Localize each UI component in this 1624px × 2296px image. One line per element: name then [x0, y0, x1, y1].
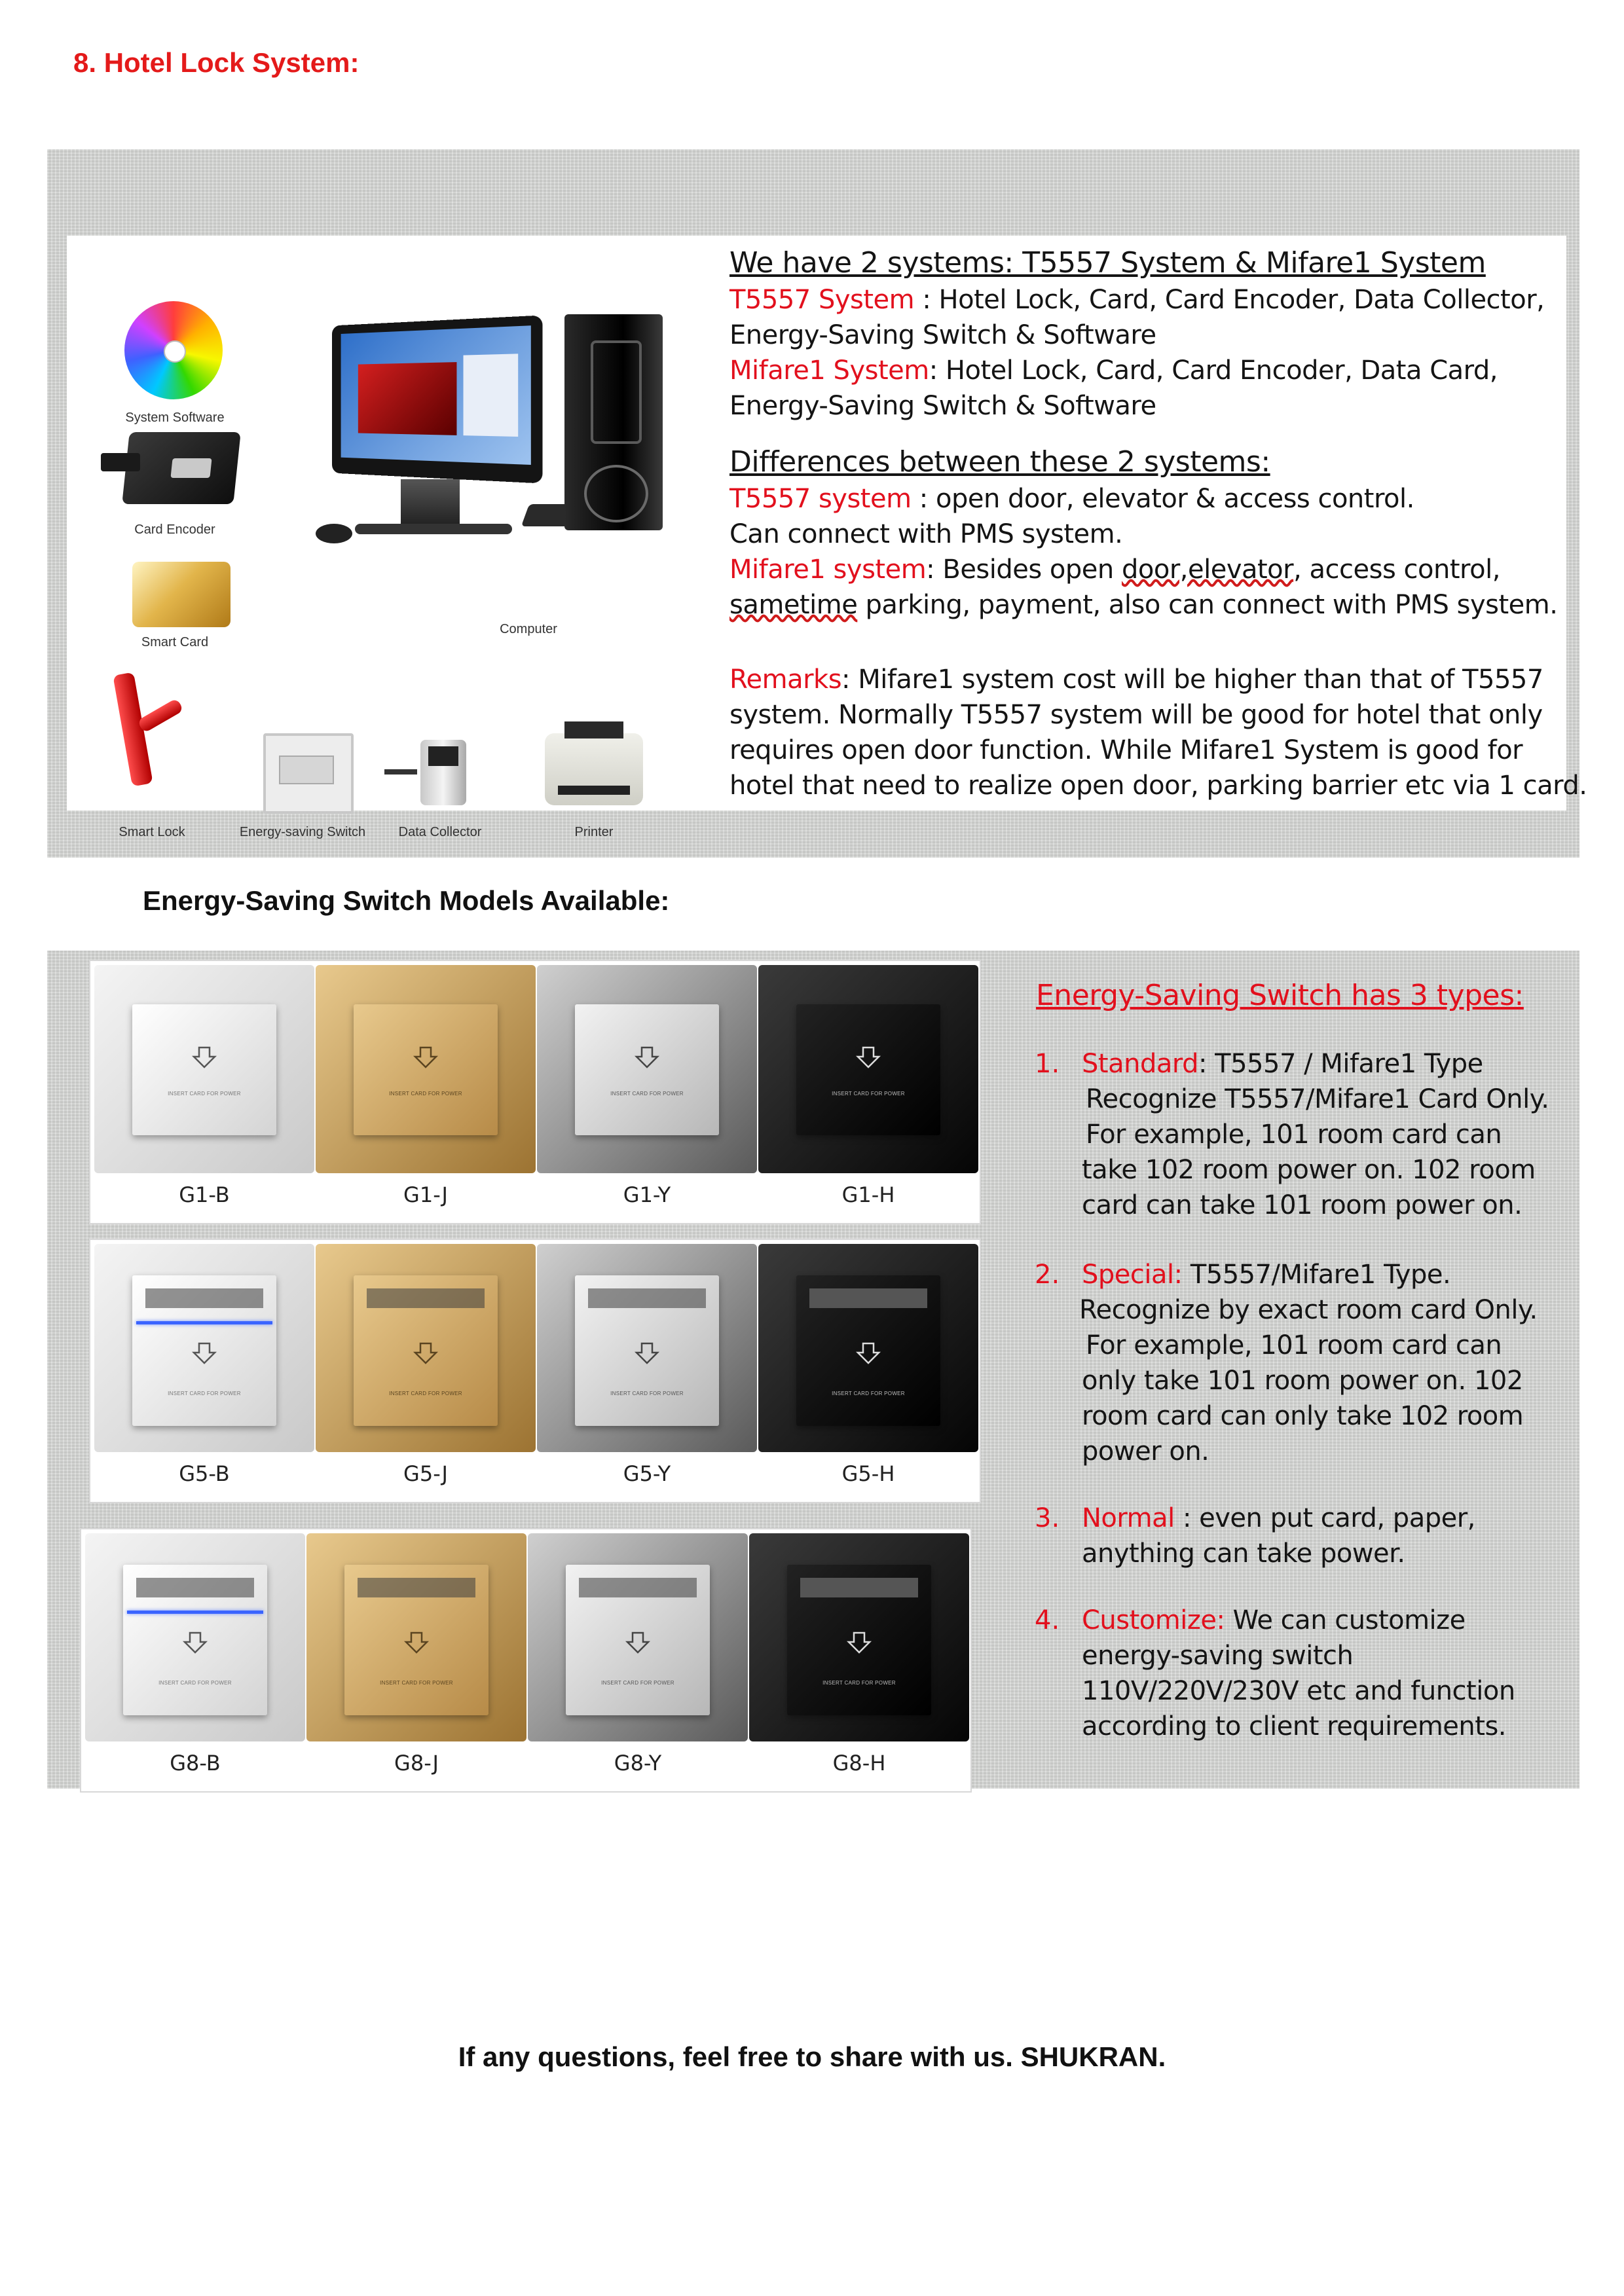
switch-card-holder [132, 1275, 276, 1426]
t5557-label: T5557 System [729, 285, 915, 315]
diff-mifare-text-1b: door,elevator [1121, 555, 1294, 585]
caption-system-software: System Software [125, 410, 225, 425]
switch-model-label: G1-H [841, 1182, 895, 1207]
diff-t5557-line-1 [729, 481, 1414, 517]
type-1-line-2: Recognize T5557/Mifare1 Card Only. [1086, 1084, 1549, 1114]
system-description [722, 236, 1587, 811]
mifare-line-2: Energy-Saving Switch & Software [729, 391, 1156, 421]
type-4-line-3: 110V/220V/230V etc and function [1082, 1676, 1515, 1706]
down-arrow-icon [634, 1341, 660, 1370]
switch-model-g1-y [537, 965, 757, 1220]
monitor-stand [401, 479, 460, 525]
switch-card-holder [575, 1004, 719, 1135]
switch-model-label: G8-H [832, 1751, 886, 1776]
diff-mifare-text-1a: Besides open [942, 555, 1122, 585]
data-collector-icon [420, 740, 466, 805]
type-2-line-4: only take 101 room power on. 102 [1082, 1366, 1523, 1396]
type-1-line-1 [1082, 1046, 1483, 1082]
caption-printer: Printer [574, 825, 614, 839]
switch-card-holder [796, 1004, 940, 1135]
remarks-line-2: system. Normally T5557 system will be good for hotel that only [729, 700, 1543, 730]
systems-heading-text: We have 2 systems: T5557 System & Mifare1 System [729, 246, 1486, 280]
switch-model-g5-b [94, 1244, 314, 1499]
switch-card-holder [123, 1565, 267, 1715]
insert-card-text: INSERT CARD FOR POWER [601, 1680, 674, 1686]
pc-tower-icon [564, 314, 663, 530]
type-1-label: Standard [1082, 1049, 1198, 1079]
down-arrow-icon [846, 1630, 872, 1660]
down-arrow-icon [191, 1341, 217, 1370]
indicator-light [136, 1321, 272, 1324]
type-3-label: Normal [1082, 1503, 1175, 1533]
switch-model-label: G8-J [394, 1751, 439, 1776]
diff-t5557-text-1: open door, elevator & access control. [935, 484, 1414, 514]
caption-smart-card: Smart Card [141, 635, 209, 649]
footer-message: If any questions, feel free to share with us. SHUKRAN. [458, 2041, 1166, 2072]
insert-card-text: INSERT CARD FOR POWER [822, 1680, 896, 1686]
type-3-number: 3. [1035, 1503, 1060, 1533]
diff-mifare-line-2 [729, 587, 1557, 623]
down-arrow-icon [855, 1341, 881, 1370]
insert-card-text: INSERT CARD FOR POWER [610, 1391, 684, 1396]
type-4-number: 4. [1035, 1605, 1060, 1635]
diff-heading-text: Differences between these 2 systems: [729, 445, 1270, 479]
printer-icon [545, 733, 643, 805]
type-2-number: 2. [1035, 1260, 1060, 1290]
caption-card-encoder: Card Encoder [134, 522, 215, 537]
type-3-line-1 [1082, 1501, 1475, 1536]
down-arrow-icon [413, 1045, 439, 1074]
type-1-number: 1. [1035, 1049, 1060, 1079]
down-arrow-icon [182, 1630, 208, 1660]
section-heading: 8. Hotel Lock System: [73, 47, 360, 78]
mifare-label: Mifare1 System [729, 355, 929, 386]
energy-switch-icon [263, 733, 354, 814]
switch-card-slot [136, 1578, 254, 1597]
switch-card-holder [354, 1004, 498, 1135]
t5557-text-1: Hotel Lock, Card, Card Encoder, Data Collector, [938, 285, 1545, 315]
type-4-line-2: energy-saving switch [1082, 1641, 1354, 1671]
switch-model-label: G1-Y [623, 1182, 671, 1207]
down-arrow-icon [191, 1045, 217, 1074]
type-4-text-1: We can customize [1225, 1605, 1466, 1635]
switch-card-slot [145, 1288, 263, 1308]
caption-energy-switch: Energy-saving Switch [239, 825, 366, 839]
diff-mifare-sep: : [926, 555, 943, 585]
insert-card-text: INSERT CARD FOR POWER [389, 1091, 462, 1097]
type-1-line-4: take 102 room power on. 102 room [1082, 1155, 1536, 1185]
indicator-light [127, 1611, 263, 1614]
type-1-text-1: : T5557 / Mifare1 Type [1198, 1049, 1483, 1079]
type-3-line-2: anything can take power. [1082, 1539, 1405, 1569]
t5557-line-1 [729, 282, 1544, 318]
switch-model-g8-b [85, 1533, 305, 1789]
insert-card-text: INSERT CARD FOR POWER [832, 1391, 905, 1396]
switch-row [80, 1528, 972, 1793]
switch-card-slot [579, 1578, 697, 1597]
diff-t5557-sep: : [911, 484, 936, 514]
switch-model-label: G5-Y [623, 1461, 671, 1486]
monitor-base [355, 524, 512, 534]
down-arrow-icon [855, 1045, 881, 1074]
software-cd-icon [124, 301, 223, 399]
switch-model-label: G5-J [403, 1461, 448, 1486]
switch-card-slot [809, 1288, 927, 1308]
data-collector-cable [384, 769, 417, 774]
encoder-card-slot [101, 453, 140, 471]
switch-model-label: G1-B [179, 1182, 230, 1207]
switch-card-holder [796, 1275, 940, 1426]
diff-mifare-text-2b: parking, payment, also can connect with PMS system. [857, 590, 1558, 620]
types-heading [1036, 978, 1524, 1013]
type-2-label: Special: [1082, 1260, 1183, 1290]
switch-model-label: G8-B [170, 1751, 221, 1776]
caption-smart-lock: Smart Lock [119, 825, 185, 839]
switch-card-slot [588, 1288, 706, 1308]
down-arrow-icon [403, 1630, 430, 1660]
switch-card-slot [358, 1578, 475, 1597]
type-2-line-1 [1082, 1257, 1450, 1292]
switch-card-holder [354, 1275, 498, 1426]
diff-mifare-line-1 [729, 551, 1500, 588]
type-2-line-5: room card can only take 102 room [1082, 1401, 1524, 1431]
type-2-line-2: Recognize by exact room card Only. [1079, 1295, 1538, 1325]
switch-model-g1-j [316, 965, 536, 1220]
switch-card-holder [566, 1565, 710, 1715]
switch-model-g1-b [94, 965, 314, 1220]
type-2-text-1: T5557/Mifare1 Type. [1182, 1260, 1451, 1290]
insert-card-text: INSERT CARD FOR POWER [610, 1091, 684, 1097]
switch-card-holder [575, 1275, 719, 1426]
switch-model-g8-j [306, 1533, 526, 1789]
type-2-line-6: power on. [1082, 1436, 1209, 1467]
switch-model-g8-h [749, 1533, 969, 1789]
smart-lock-handle [137, 698, 184, 733]
smart-card-icon [132, 562, 231, 627]
t5557-sep: : [914, 285, 939, 315]
switch-model-label: G5-H [841, 1461, 895, 1486]
switch-card-slot [367, 1288, 485, 1308]
down-arrow-icon [634, 1045, 660, 1074]
switch-model-label: G8-Y [614, 1751, 662, 1776]
computer-monitor-icon [332, 315, 543, 483]
types-heading-text: Energy-Saving Switch has 3 types: [1036, 979, 1524, 1012]
switch-model-g1-h [758, 965, 978, 1220]
type-1-line-3: For example, 101 room card can [1086, 1120, 1502, 1150]
diff-mifare-label: Mifare1 system [729, 555, 927, 585]
remarks-text-1: : Mifare1 system cost will be higher than that of T5557 [841, 665, 1543, 695]
diff-t5557-line-2: Can connect with PMS system. [729, 519, 1123, 549]
caption-data-collector: Data Collector [398, 825, 482, 839]
switch-card-slot [800, 1578, 918, 1597]
insert-card-text: INSERT CARD FOR POWER [389, 1391, 462, 1396]
switch-model-g5-y [537, 1244, 757, 1499]
switch-model-g8-y [528, 1533, 748, 1789]
insert-card-text: INSERT CARD FOR POWER [168, 1091, 241, 1097]
switch-model-g5-j [316, 1244, 536, 1499]
mifare-line-1 [729, 352, 1498, 389]
caption-computer: Computer [500, 622, 557, 636]
switch-card-holder [787, 1565, 931, 1715]
t5557-line-2: Energy-Saving Switch & Software [729, 320, 1156, 350]
switch-heading: Energy-Saving Switch Models Available: [143, 885, 670, 916]
switch-model-label: G1-J [403, 1182, 448, 1207]
product-collage [67, 236, 722, 839]
switch-row [89, 1239, 981, 1503]
type-4-line-4: according to client requirements. [1082, 1711, 1506, 1741]
type-4-line-1 [1082, 1603, 1466, 1638]
remarks-line-1 [729, 661, 1543, 698]
switch-model-label: G5-B [179, 1461, 230, 1486]
down-arrow-icon [625, 1630, 651, 1660]
remarks-label: Remarks [729, 665, 842, 695]
switch-models-panel [47, 951, 1579, 1789]
mouse-icon [316, 524, 352, 543]
insert-card-text: INSERT CARD FOR POWER [158, 1680, 232, 1686]
switch-row [89, 960, 981, 1224]
diff-heading [729, 444, 1270, 481]
type-4-label: Customize: [1082, 1605, 1225, 1635]
remarks-line-3: requires open door function. While Mifare1 System is good for [729, 735, 1523, 765]
diff-mifare-text-1c: , access control, [1293, 555, 1500, 585]
switch-card-holder [132, 1004, 276, 1135]
switch-card-holder [344, 1565, 489, 1715]
mifare-sep: : [929, 355, 946, 386]
type-1-line-5: card can take 101 room power on. [1082, 1190, 1522, 1220]
type-3-text-1: : even put card, paper, [1174, 1503, 1475, 1533]
down-arrow-icon [413, 1341, 439, 1370]
systems-heading [729, 245, 1486, 282]
remarks-line-4: hotel that need to realize open door, parking barrier etc via 1 card. [729, 771, 1587, 801]
diff-mifare-text-2a: sametime [729, 590, 858, 620]
insert-card-text: INSERT CARD FOR POWER [380, 1680, 453, 1686]
switch-model-g5-h [758, 1244, 978, 1499]
mifare-text-1: Hotel Lock, Card, Card Encoder, Data Card, [945, 355, 1498, 386]
system-overview-panel [47, 149, 1587, 858]
insert-card-text: INSERT CARD FOR POWER [168, 1391, 241, 1396]
type-2-line-3: For example, 101 room card can [1086, 1330, 1502, 1360]
diff-t5557-label: T5557 system [729, 484, 912, 514]
insert-card-text: INSERT CARD FOR POWER [832, 1091, 905, 1097]
